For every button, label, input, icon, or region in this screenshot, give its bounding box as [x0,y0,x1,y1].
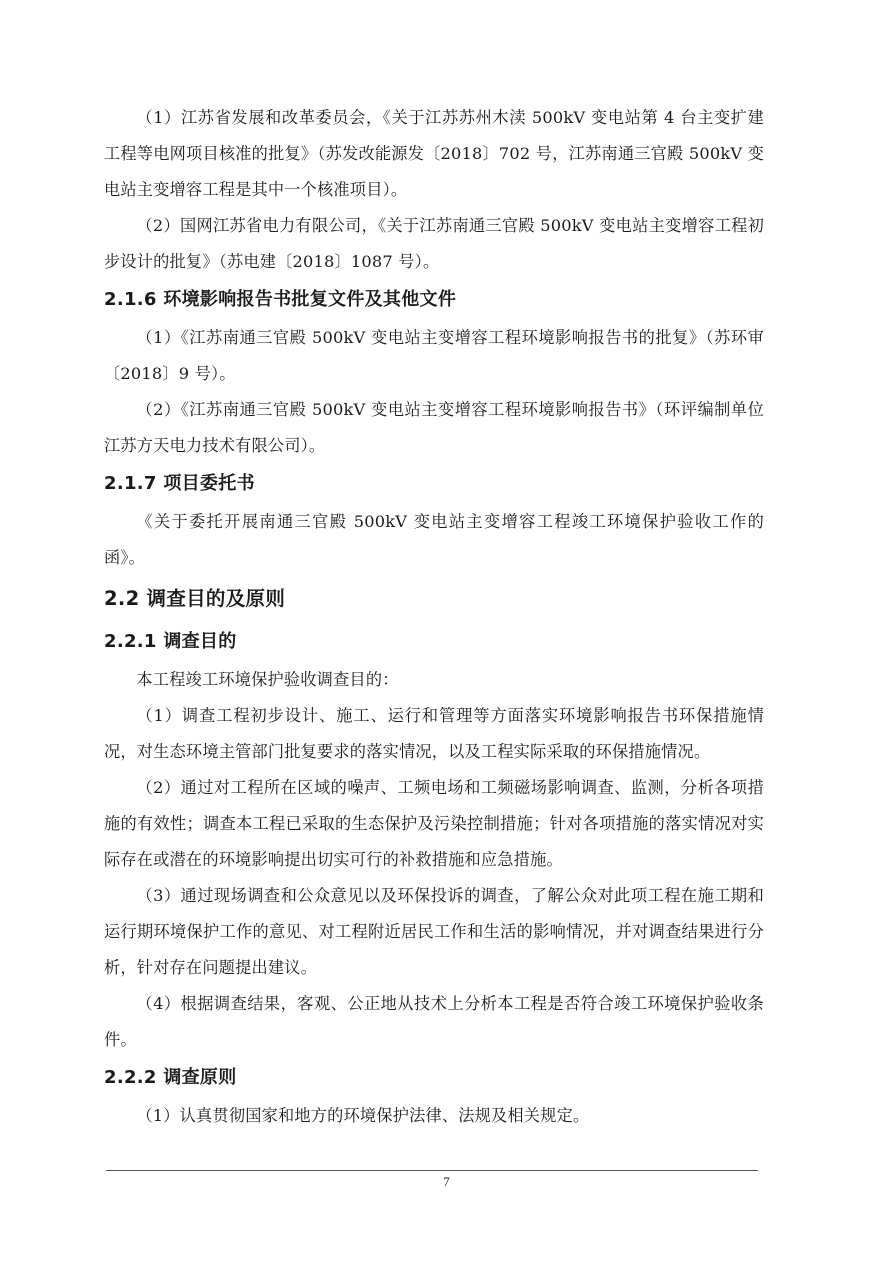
heading-2-2-1: 2.2.1 调查目的 [104,631,237,652]
page-number: 7 [443,1174,450,1189]
eia-doc-item-2: （2）《江苏南通三官殿 500kV 变电站主变增容工程环境影响报告书》（环评编制单位江苏方天电力技术有限公司）。 [104,400,764,455]
purpose-item-4: （4）根据调查结果，客观、公正地从技术上分析本工程是否符合竣工环境保护验收条件。 [104,994,764,1049]
principle-item-1: （1）认真贯彻国家和地方的环境保护法律、法规及相关规定。 [136,1106,590,1125]
heading-2-1-6: 2.1.6 环境影响报告书批复文件及其他文件 [104,289,457,310]
purpose-intro: 本工程竣工环境保护验收调查目的： [136,670,399,689]
heading-2-1-7: 2.1.7 项目委托书 [104,473,255,494]
heading-2-2: 2.2 调查目的及原则 [104,587,286,610]
purpose-item-1: （1）调查工程初步设计、施工、运行和管理等方面落实环境影响报告书环保措施情况，对生态环境主管部门批复要求的落实情况，以及工程实际采取的环保措施情况。 [104,706,764,761]
approval-item-2: （2）国网江苏省电力有限公司，《关于江苏南通三官殿 500kV 变电站主变增容工程初步设计的批复》（苏电建〔2018〕1087 号）。 [104,216,764,271]
eia-doc-item-1: （1）《江苏南通三官殿 500kV 变电站主变增容工程环境影响报告书的批复》（苏环审〔2018〕9 号）。 [104,328,764,383]
heading-2-2-2: 2.2.2 调查原则 [104,1067,237,1088]
page-body [104,100,764,1134]
purpose-item-2: （2）通过对工程所在区域的噪声、工频电场和工频磁场影响调查、监测，分析各项措施的有效性；调查本工程已采取的生态保护及污染控制措施；针对各项措施的落实情况对实际存在或潜在的环境影响提出切实可行的补救措施和应急措施。 [104,778,764,869]
footer-divider [106,1170,758,1171]
purpose-item-3: （3）通过现场调查和公众意见以及环保投诉的调查，了解公众对此项工程在施工期和运行期环境保护工作的意见、对工程附近居民工作和生活的影响情况，并对调查结果进行分析，针对存在问题提出建议。 [104,886,764,977]
commission-letter: 《关于委托开展南通三官殿 500kV 变电站主变增容工程竣工环境保护验收工作的函》。 [104,512,764,567]
approval-item-1: （1）江苏省发展和改革委员会，《关于江苏苏州木渎 500kV 变电站第 4 台主变扩建工程等电网项目核准的批复》（苏发改能源发〔2018〕702 号，江苏南通三官殿 500kV 变电站主变增容工程是其中一个核准项目）。 [104,108,764,199]
